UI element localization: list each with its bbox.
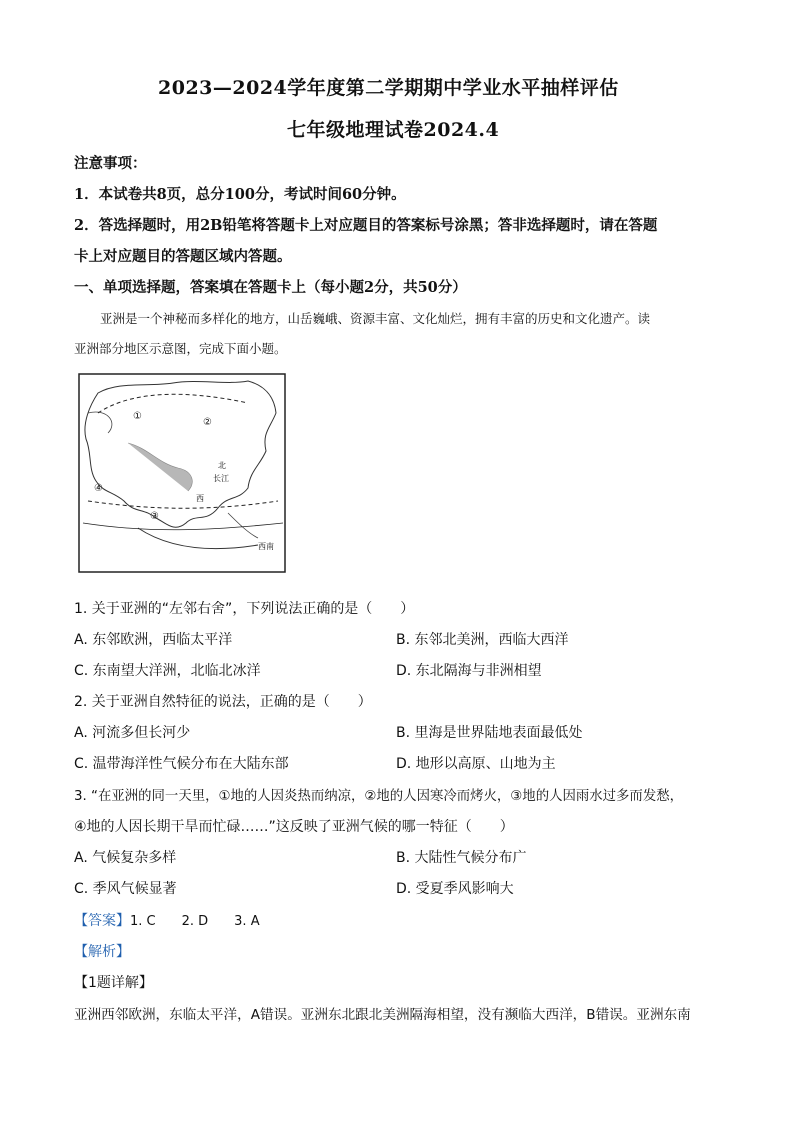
question-3-option-a: A. 气候复杂多样 bbox=[74, 850, 177, 866]
map-label-4: ④ bbox=[94, 483, 103, 494]
notice-item-2-line-1: 2．答选择题时，用2B铅笔将答题卡上对应题目的答案标号涂黑；答非选择题时，请在答题 bbox=[74, 217, 658, 234]
map-label-1: ① bbox=[133, 411, 142, 422]
notice-item-1: 1．本试卷共8页，总分100分，考试时间60分钟。 bbox=[74, 186, 406, 203]
question-1-option-a: A. 东邻欧洲，西临太平洋 bbox=[74, 632, 233, 648]
question-2-option-b: B. 里海是世界陆地表面最低处 bbox=[396, 725, 583, 741]
question-3-stem-line-2: ④地的人因长期干旱而忙碌……”这反映了亚洲气候的哪一特征（ ） bbox=[74, 819, 514, 835]
map-label-river: 长江 bbox=[213, 474, 229, 483]
question-2-option-c: C. 温带海洋性气候分布在大陆东部 bbox=[74, 756, 289, 772]
notice-item-2-line-2: 卡上对应题目的答题区域内答题。 bbox=[74, 248, 292, 265]
question-1-option-b: B. 东邻北美洲，西临大西洋 bbox=[396, 632, 569, 648]
map-label-2: ② bbox=[203, 417, 212, 428]
notice-heading: 注意事项： bbox=[74, 155, 147, 172]
section-heading: 一、单项选择题，答案填在答题卡上（每小题2分，共50分） bbox=[74, 279, 467, 296]
map-label-west: 西 bbox=[196, 494, 204, 503]
question-2-stem: 2. 关于亚洲自然特征的说法，正确的是（ ） bbox=[74, 694, 372, 710]
question-3-stem-line-1: 3. “在亚洲的同一天里，①地的人因炎热而纳凉，②地的人因寒冷而烤火，③地的人因雨水过多而发愁， bbox=[74, 789, 683, 804]
question-3-option-c: C. 季风气候显著 bbox=[74, 881, 177, 897]
asia-map-figure bbox=[78, 373, 286, 573]
answer-row bbox=[74, 910, 260, 930]
map-label-3: ③ bbox=[150, 511, 159, 522]
question-2-option-d: D. 地形以高原、山地为主 bbox=[396, 756, 556, 772]
answer-values: 1. C 2. D 3. A bbox=[130, 914, 260, 929]
analysis-text-line-1: 亚洲西邻欧洲，东临太平洋，A错误。亚洲东北跟北美洲隔海相望，没有濒临大西洋，B错误。亚洲东南 bbox=[74, 1007, 691, 1023]
title-line-1: 2023—2024学年度第二学期期中学业水平抽样评估 bbox=[158, 77, 619, 99]
intro-line-1: 亚洲是一个神秘而多样化的地方，山岳巍峨、资源丰富、文化灿烂，拥有丰富的历史和文化遗产。读 bbox=[100, 311, 651, 326]
analysis-label: 【解析】 bbox=[74, 944, 130, 960]
map-label-north: 北 bbox=[218, 461, 226, 470]
analysis-sub-1: 【1题详解】 bbox=[74, 975, 153, 991]
question-1-stem: 1. 关于亚洲的“左邻右舍”，下列说法正确的是（ ） bbox=[74, 601, 415, 617]
intro-line-2: 亚洲部分地区示意图，完成下面小题。 bbox=[74, 341, 287, 356]
question-1-option-c: C. 东南望大洋洲，北临北冰洋 bbox=[74, 663, 261, 679]
question-3-option-d: D. 受夏季风影响大 bbox=[396, 881, 514, 897]
title-line-2: 七年级地理试卷2024.4 bbox=[287, 119, 500, 141]
answer-label: 【答案】 bbox=[74, 913, 130, 929]
question-3-option-b: B. 大陆性气候分布广 bbox=[396, 850, 527, 866]
question-1-option-d: D. 东北隔海与非洲相望 bbox=[396, 663, 542, 679]
map-label-southwest: 西南 bbox=[258, 542, 274, 551]
question-2-option-a: A. 河流多但长河少 bbox=[74, 725, 191, 741]
